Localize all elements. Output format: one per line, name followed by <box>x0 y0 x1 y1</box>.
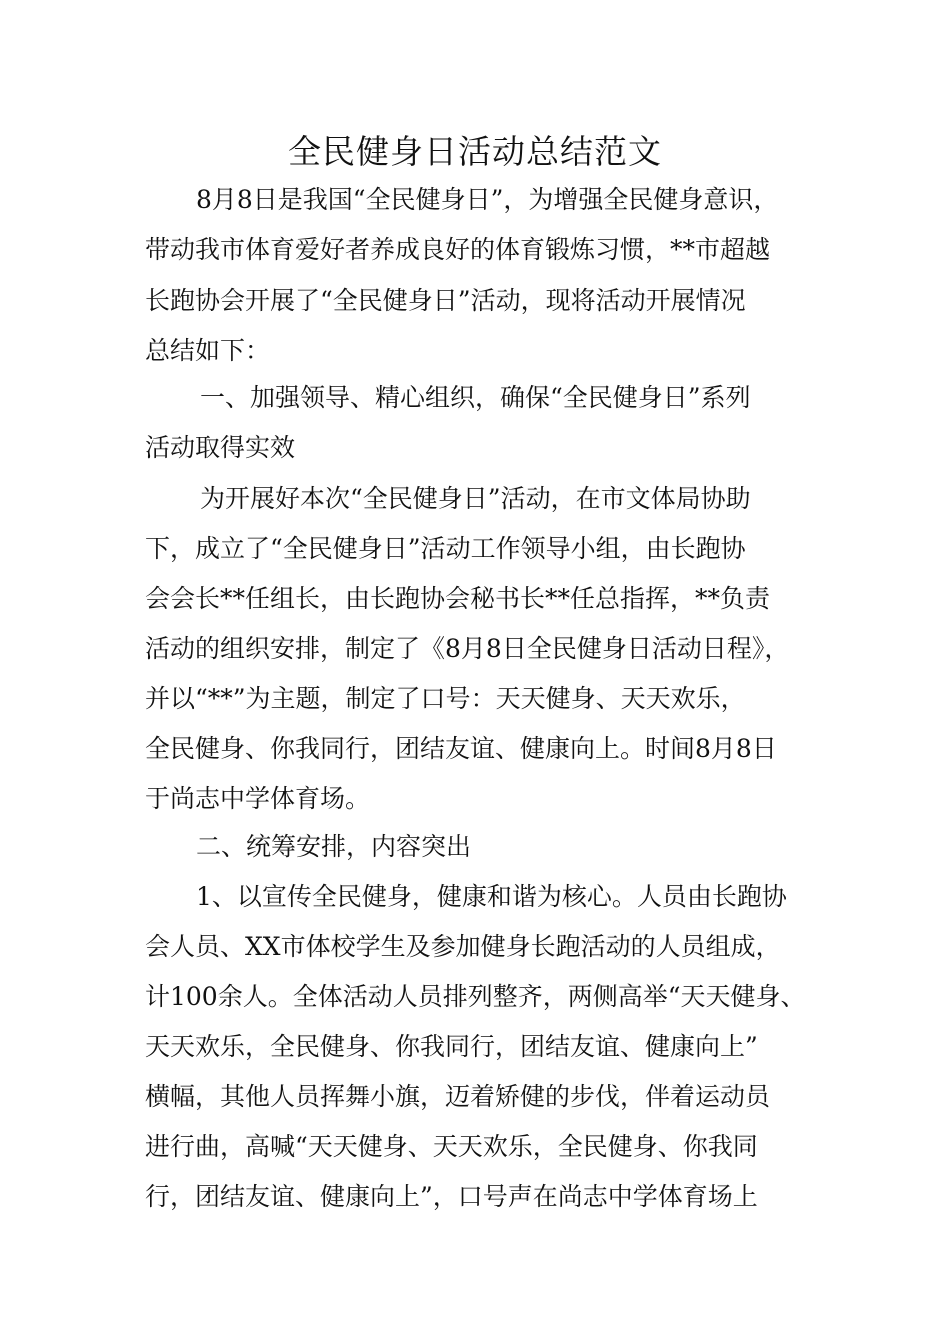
paragraph-line: 1、以宣传全民健身，健康和谐为核心。人员由长跑协 <box>196 882 787 911</box>
section-heading-line: 二、统筹安排，内容突出 <box>196 832 472 861</box>
paragraph-line: 并以“**”为主题，制定了口号：天天健身、天天欢乐， <box>145 684 746 713</box>
paragraph-line: 总结如下： <box>145 336 271 365</box>
section-heading-line: 一、加强领导、精心组织，确保“全民健身日”系列 <box>200 383 751 412</box>
paragraph-line: 会人员、XX市体校学生及参加健身长跑活动的人员组成， <box>145 932 781 961</box>
paragraph-line: 行，团结友谊、健康向上”，口号声在尚志中学体育场上 <box>145 1182 758 1211</box>
paragraph-line: 8月8日是我国“全民健身日”，为增强全民健身意识， <box>196 185 779 214</box>
section-heading-line: 活动取得实效 <box>145 433 296 462</box>
paragraph-line: 为开展好本次“全民健身日”活动，在市文体局协助 <box>200 484 751 513</box>
paragraph-line: 进行曲，高喊“天天健身、天天欢乐，全民健身、你我同 <box>145 1132 758 1161</box>
paragraph-line: 长跑协会开展了“全民健身日”活动，现将活动开展情况 <box>145 286 746 315</box>
paragraph-line: 横幅，其他人员挥舞小旗，迈着矫健的步伐，伴着运动员 <box>145 1082 771 1111</box>
paragraph-line: 于尚志中学体育场。 <box>145 784 371 813</box>
paragraph-line: 会会长**任组长，由长跑协会秘书长**任总指挥，**负责 <box>145 584 771 613</box>
paragraph-line: 下，成立了“全民健身日”活动工作领导小组，由长跑协 <box>145 534 746 563</box>
paragraph-line: 全民健身、你我同行，团结友谊、健康向上。时间8月8日 <box>145 734 777 763</box>
paragraph-line: 天天欢乐，全民健身、你我同行，团结友谊、健康向上” <box>145 1032 758 1061</box>
paragraph-line: 带动我市体育爱好者养成良好的体育锻炼习惯，**市超越 <box>145 235 771 264</box>
paragraph-line: 活动的组织安排，制定了《8月8日全民健身日活动日程》， <box>145 634 790 663</box>
paragraph-line: 计100余人。全体活动人员排列整齐，两侧高举“天天健身、 <box>145 982 806 1011</box>
document-title: 全民健身日活动总结范文 <box>288 132 662 171</box>
